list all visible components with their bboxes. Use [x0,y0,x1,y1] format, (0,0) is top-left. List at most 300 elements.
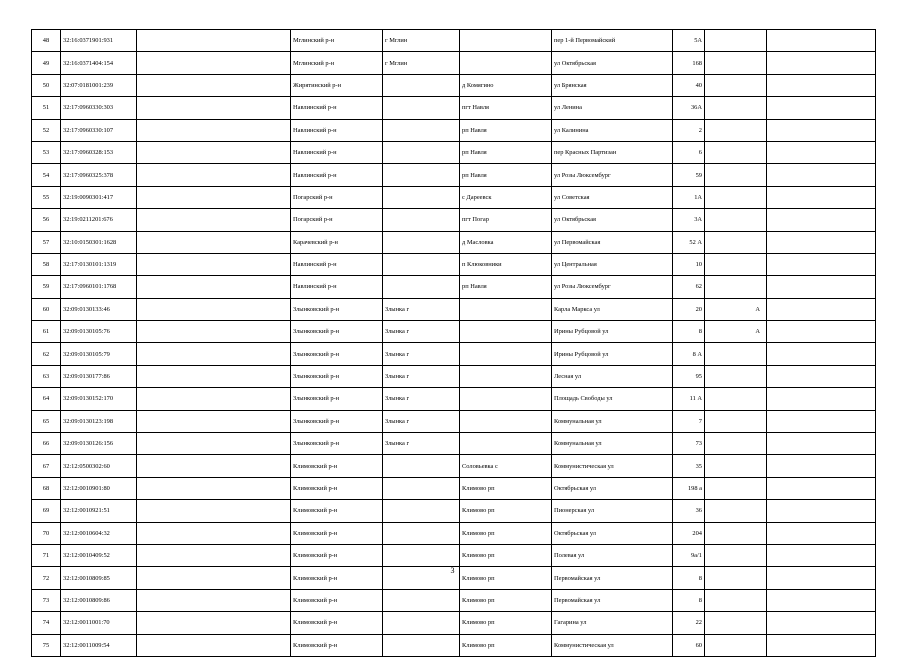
empty-cell [767,455,876,477]
street-cell: Первомайская ул [552,589,673,611]
empty-cell [137,298,291,320]
empty-cell [137,343,291,365]
house-number-cell: 8 [673,321,705,343]
city-cell: Злынка г [383,298,460,320]
row-number-cell: 52 [32,119,61,141]
street-cell: Ирины Рубцовой ул [552,321,673,343]
table-row [32,97,876,119]
city-cell [383,186,460,208]
street-cell: Гагарина ул [552,612,673,634]
street-cell: Коммунальная ул [552,410,673,432]
district-cell: Навлинский р-н [291,141,383,163]
building-letter-cell [705,634,767,656]
city-cell: г Мглин [383,52,460,74]
house-number-cell: 36А [673,97,705,119]
house-number-cell: 59 [673,164,705,186]
district-cell: Навлинский р-н [291,253,383,275]
settlement-cell [460,433,552,455]
street-cell: Карла Маркса ул [552,298,673,320]
row-number-cell: 70 [32,522,61,544]
empty-cell [767,388,876,410]
empty-cell [137,612,291,634]
street-cell: Ирины Рубцовой ул [552,343,673,365]
page-number: 3 [450,566,455,575]
row-number-cell: 75 [32,634,61,656]
table-row [32,612,876,634]
settlement-cell: Климово рп [460,522,552,544]
house-number-cell: 22 [673,612,705,634]
settlement-cell: д Комягино [460,74,552,96]
settlement-cell: д Масловка [460,231,552,253]
empty-cell [137,365,291,387]
empty-cell [767,97,876,119]
cadastral-number-cell: 32:12:0011001:70 [61,612,137,634]
city-cell [383,74,460,96]
settlement-cell [460,298,552,320]
cadastral-number-cell: 32:07:0181001:239 [61,74,137,96]
city-cell [383,612,460,634]
house-number-cell: 2 [673,119,705,141]
empty-cell [137,388,291,410]
district-cell: Погарский р-н [291,209,383,231]
table-row [32,365,876,387]
house-number-cell: 35 [673,455,705,477]
row-number-cell: 53 [32,141,61,163]
row-number-cell: 50 [32,74,61,96]
building-letter-cell [705,97,767,119]
street-cell: ул Брянская [552,74,673,96]
empty-cell [767,119,876,141]
street-cell: пер 1-й Первомайский [552,30,673,52]
settlement-cell: Климово рп [460,567,552,589]
settlement-cell: рп Навля [460,119,552,141]
row-number-cell: 71 [32,544,61,566]
empty-cell [137,186,291,208]
building-letter-cell [705,388,767,410]
table-row [32,119,876,141]
building-letter-cell [705,477,767,499]
cadastral-number-cell: 32:17:0130101:1319 [61,253,137,275]
empty-cell [137,500,291,522]
empty-cell [137,477,291,499]
city-cell [383,231,460,253]
empty-cell [767,298,876,320]
row-number-cell: 65 [32,410,61,432]
city-cell: Злынка г [383,343,460,365]
table-row [32,433,876,455]
district-cell: Климовский р-н [291,522,383,544]
street-cell: Площадь Свободы ул [552,388,673,410]
building-letter-cell [705,186,767,208]
empty-cell [767,477,876,499]
empty-cell [767,231,876,253]
empty-cell [137,164,291,186]
row-number-cell: 60 [32,298,61,320]
empty-cell [137,410,291,432]
house-number-cell: 168 [673,52,705,74]
empty-cell [137,209,291,231]
cadastral-number-cell: 32:09:0130105:76 [61,321,137,343]
house-number-cell: 52 А [673,231,705,253]
district-cell: Климовский р-н [291,500,383,522]
district-cell: Навлинский р-н [291,276,383,298]
building-letter-cell [705,455,767,477]
building-letter-cell [705,231,767,253]
street-cell: ул Ленина [552,97,673,119]
empty-cell [137,30,291,52]
row-number-cell: 61 [32,321,61,343]
table-row [32,298,876,320]
house-number-cell: 8 [673,567,705,589]
district-cell: Злынковский р-н [291,298,383,320]
building-letter-cell [705,433,767,455]
empty-cell [767,141,876,163]
table-row [32,343,876,365]
empty-cell [767,544,876,566]
table-row [32,500,876,522]
settlement-cell: рп Навля [460,141,552,163]
settlement-cell: пгт Навля [460,97,552,119]
building-letter-cell [705,52,767,74]
table-row [32,52,876,74]
settlement-cell: Климово рп [460,589,552,611]
building-letter-cell: А [705,321,767,343]
cadastral-number-cell: 32:12:0011009:54 [61,634,137,656]
row-number-cell: 66 [32,433,61,455]
building-letter-cell [705,276,767,298]
house-number-cell: 20 [673,298,705,320]
settlement-cell: Климово рп [460,477,552,499]
city-cell [383,455,460,477]
settlement-cell: Климово рп [460,634,552,656]
district-cell: Злынковский р-н [291,433,383,455]
settlement-cell: п Клюковники [460,253,552,275]
district-cell: Климовский р-н [291,612,383,634]
district-cell: Климовский р-н [291,455,383,477]
building-letter-cell [705,209,767,231]
cadastral-number-cell: 32:12:0010921:51 [61,500,137,522]
settlement-cell: рп Навля [460,276,552,298]
row-number-cell: 55 [32,186,61,208]
building-letter-cell [705,544,767,566]
cadastral-number-cell: 32:17:0960330:303 [61,97,137,119]
district-cell: Климовский р-н [291,544,383,566]
empty-cell [137,119,291,141]
street-cell: ул Калинина [552,119,673,141]
table-row [32,321,876,343]
building-letter-cell [705,522,767,544]
city-cell: Злынка г [383,410,460,432]
row-number-cell: 59 [32,276,61,298]
settlement-cell: Климово рп [460,544,552,566]
row-number-cell: 72 [32,567,61,589]
table-row [32,410,876,432]
cadastral-number-cell: 32:10:0150301:1628 [61,231,137,253]
district-cell: Навлинский р-н [291,164,383,186]
city-cell [383,253,460,275]
empty-cell [767,164,876,186]
street-cell: Октябрьская ул [552,477,673,499]
settlement-cell [460,321,552,343]
city-cell [383,164,460,186]
empty-cell [767,74,876,96]
building-letter-cell [705,589,767,611]
building-letter-cell: А [705,298,767,320]
city-cell: Злынка г [383,321,460,343]
street-cell: ул Советская [552,186,673,208]
district-cell: Мглинский р-н [291,52,383,74]
district-cell: Злынковский р-н [291,365,383,387]
house-number-cell: 5А [673,30,705,52]
house-number-cell: 6 [673,141,705,163]
city-cell: Злынка г [383,433,460,455]
building-letter-cell [705,141,767,163]
row-number-cell: 54 [32,164,61,186]
empty-cell [137,634,291,656]
cadastral-number-cell: 32:09:0130105:79 [61,343,137,365]
street-cell: Коммунальная ул [552,433,673,455]
cadastral-number-cell: 32:16:0371404:154 [61,52,137,74]
cadastral-number-cell: 32:12:0500302:60 [61,455,137,477]
district-cell: Злынковский р-н [291,410,383,432]
street-cell: Коммунистическая ул [552,455,673,477]
house-number-cell: 198 а [673,477,705,499]
empty-cell [137,141,291,163]
building-letter-cell [705,410,767,432]
empty-cell [137,52,291,74]
street-cell: Коммунистическая ул [552,634,673,656]
building-letter-cell [705,74,767,96]
house-number-cell: 36 [673,500,705,522]
settlement-cell [460,52,552,74]
empty-cell [767,589,876,611]
empty-cell [767,30,876,52]
district-cell: Навлинский р-н [291,119,383,141]
street-cell: пер Красных Партизан [552,141,673,163]
cadastral-number-cell: 32:16:0371901:931 [61,30,137,52]
empty-cell [767,276,876,298]
building-letter-cell [705,612,767,634]
district-cell: Злынковский р-н [291,388,383,410]
street-cell: ул Розы Люксембург [552,276,673,298]
empty-cell [767,500,876,522]
empty-cell [767,209,876,231]
district-cell: Злынковский р-н [291,321,383,343]
city-cell [383,500,460,522]
empty-cell [137,522,291,544]
city-cell [383,119,460,141]
house-number-cell: 204 [673,522,705,544]
house-number-cell: 11 А [673,388,705,410]
cadastral-number-cell: 32:17:0960101:1768 [61,276,137,298]
building-letter-cell [705,365,767,387]
empty-cell [767,634,876,656]
empty-cell [767,433,876,455]
building-letter-cell [705,253,767,275]
street-cell: ул Октябрьская [552,52,673,74]
building-letter-cell [705,119,767,141]
district-cell: Жирятинский р-н [291,74,383,96]
row-number-cell: 49 [32,52,61,74]
cadastral-number-cell: 32:19:0090301:417 [61,186,137,208]
city-cell [383,634,460,656]
settlement-cell: рп Навля [460,164,552,186]
empty-cell [767,186,876,208]
row-number-cell: 68 [32,477,61,499]
table-row [32,388,876,410]
district-cell: Климовский р-н [291,589,383,611]
house-number-cell: 60 [673,634,705,656]
house-number-cell: 7 [673,410,705,432]
house-number-cell: 9а/1 [673,544,705,566]
table-row [32,589,876,611]
house-number-cell: 10 [673,253,705,275]
settlement-cell [460,30,552,52]
cadastral-number-cell: 32:09:0130123:198 [61,410,137,432]
street-cell: ул Первомайская [552,231,673,253]
cadastral-number-cell: 32:09:0130126:156 [61,433,137,455]
settlement-cell: пгт Погар [460,209,552,231]
building-letter-cell [705,164,767,186]
row-number-cell: 51 [32,97,61,119]
empty-cell [137,433,291,455]
empty-cell [137,589,291,611]
street-cell: ул Октябрьская [552,209,673,231]
settlement-cell [460,410,552,432]
district-cell: Климовский р-н [291,567,383,589]
settlement-cell [460,365,552,387]
cadastral-number-cell: 32:19:0211201:676 [61,209,137,231]
city-cell [383,589,460,611]
house-number-cell: 62 [673,276,705,298]
table-row [32,209,876,231]
city-cell [383,522,460,544]
row-number-cell: 74 [32,612,61,634]
district-cell: Карачевский р-н [291,231,383,253]
table-row [32,544,876,566]
cadastral-number-cell: 32:12:0010604:32 [61,522,137,544]
empty-cell [767,253,876,275]
cadastral-number-cell: 32:17:0960328:153 [61,141,137,163]
street-cell: Октябрьская ул [552,522,673,544]
settlement-cell: Соловьевка с [460,455,552,477]
row-number-cell: 58 [32,253,61,275]
registry-table [31,29,876,657]
table-row [32,477,876,499]
settlement-cell: Климово рп [460,612,552,634]
row-number-cell: 56 [32,209,61,231]
house-number-cell: 1А [673,186,705,208]
building-letter-cell [705,30,767,52]
empty-cell [137,276,291,298]
cadastral-number-cell: 32:17:0960330:107 [61,119,137,141]
empty-cell [767,365,876,387]
table-row [32,74,876,96]
house-number-cell: 40 [673,74,705,96]
empty-cell [767,410,876,432]
street-cell: ул Розы Люксембург [552,164,673,186]
row-number-cell: 64 [32,388,61,410]
city-cell [383,477,460,499]
row-number-cell: 67 [32,455,61,477]
district-cell: Погарский р-н [291,186,383,208]
table-row [32,141,876,163]
row-number-cell: 62 [32,343,61,365]
house-number-cell: 3А [673,209,705,231]
street-cell: Лесная ул [552,365,673,387]
table-row [32,276,876,298]
table-row [32,30,876,52]
settlement-cell [460,343,552,365]
street-cell: Первомайская ул [552,567,673,589]
city-cell [383,276,460,298]
table-row [32,164,876,186]
empty-cell [767,321,876,343]
district-cell: Климовский р-н [291,477,383,499]
house-number-cell: 8 [673,589,705,611]
street-cell: ул Центральная [552,253,673,275]
city-cell: Злынка г [383,365,460,387]
district-cell: Климовский р-н [291,634,383,656]
city-cell [383,209,460,231]
row-number-cell: 73 [32,589,61,611]
street-cell: Полевая ул [552,544,673,566]
cadastral-number-cell: 32:17:0960325:378 [61,164,137,186]
empty-cell [767,52,876,74]
settlement-cell: Климово рп [460,500,552,522]
empty-cell [137,544,291,566]
table-row [32,231,876,253]
table-row [32,522,876,544]
house-number-cell: 95 [673,365,705,387]
settlement-cell [460,388,552,410]
cadastral-number-cell: 32:12:0010809:85 [61,567,137,589]
street-cell: Пионерская ул [552,500,673,522]
city-cell [383,544,460,566]
row-number-cell: 69 [32,500,61,522]
empty-cell [767,522,876,544]
city-cell: Злынка г [383,388,460,410]
empty-cell [767,612,876,634]
empty-cell [137,97,291,119]
cadastral-number-cell: 32:09:0130152:170 [61,388,137,410]
empty-cell [767,343,876,365]
district-cell: Мглинский р-н [291,30,383,52]
cadastral-number-cell: 32:12:0010809:86 [61,589,137,611]
empty-cell [137,231,291,253]
empty-cell [137,74,291,96]
district-cell: Навлинский р-н [291,97,383,119]
city-cell [383,141,460,163]
cadastral-number-cell: 32:12:0010409:52 [61,544,137,566]
empty-cell [137,321,291,343]
cadastral-number-cell: 32:09:0130177:86 [61,365,137,387]
table-row [32,455,876,477]
row-number-cell: 48 [32,30,61,52]
settlement-cell: с Дареевск [460,186,552,208]
row-number-cell: 57 [32,231,61,253]
cadastral-number-cell: 32:09:0130133:46 [61,298,137,320]
city-cell: г Мглин [383,30,460,52]
district-cell: Злынковский р-н [291,343,383,365]
empty-cell [137,253,291,275]
cadastral-number-cell: 32:12:0010901:80 [61,477,137,499]
row-number-cell: 63 [32,365,61,387]
empty-cell [137,455,291,477]
table-row [32,634,876,656]
city-cell [383,97,460,119]
table-row [32,253,876,275]
